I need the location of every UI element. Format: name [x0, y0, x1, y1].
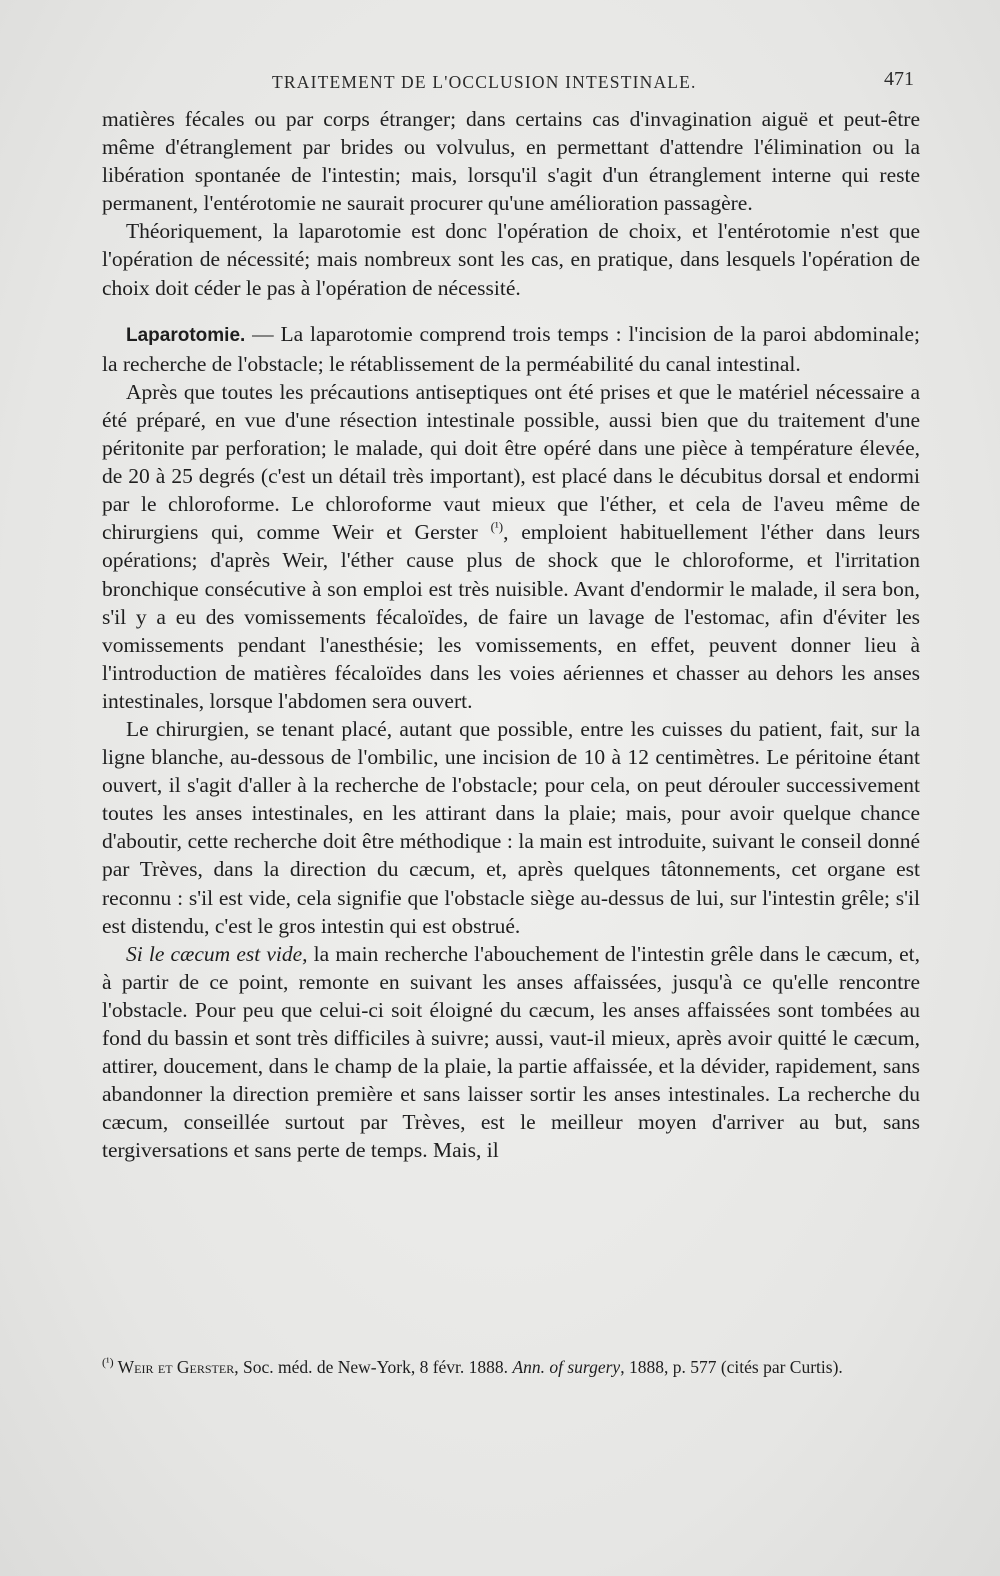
section-heading: Laparotomie. [126, 324, 246, 346]
paragraph-laparotomie [102, 320, 920, 378]
paragraph-3-text: — La laparotomie comprend trois temps : l'incision de la paroi abdominale; la recherche de l'obstacle; le rétablissement de la perméabilité du canal intestinal. [102, 321, 920, 376]
running-head [100, 66, 922, 96]
running-title: TRAITEMENT DE L'OCCLUSION INTESTINALE. [272, 72, 697, 92]
paragraph-1: matières fécales ou par corps étranger; dans certains cas d'invagination aiguë et peut-être même d'étranglement par brides ou volvulus, en permettant d'attendre l'élimination ou la libération spontanée de l'intestin; mais, lorsqu'il s'agit d'un étranglement interne qui reste permanent, l'entérotomie ne saurait procurer qu'une amélioration passagère. [102, 107, 920, 216]
paragraph-6 [102, 940, 920, 1165]
paragraph-6-text: la main recherche l'abouchement de l'intestin grêle dans le cæcum, et, à partir de ce point, remonte en suivant les anses affaissées, jusqu'à ce qu'elle rencontre l'obstacle. Pour peu que celui-ci soit éloigné du cæcum, les anses affaissées sont tombées au fond du bassin et sont très difficiles à suivre; aussi, vaut-il mieux, après avoir quitté le cæcum, attirer, doucement, dans le champ de la plaie, la partie affaissée, et la dévider, rapidement, sans abandonner la direction première et sans laisser sortir les anses intestinales. La recherche du cæcum, conseillée surtout par Trèves, est le meilleur moyen d'arriver au but, sans tergiversations et sans perte de temps. Mais, il [102, 941, 920, 1163]
footnote [102, 1354, 920, 1380]
footnote-reference: (¹) [490, 519, 504, 535]
paragraph-4-part-b: , emploient habituellement l'éther dans leurs opérations; d'après Weir, l'éther cause plus de shock que le chloroforme, et l'irritation bronchique consécutive à son emploi est très nuisible. Avant d'endormir le malade, il sera bon, s'il y a eu des vomissements fécaloïdes, de faire un lavage de l'estomac, afin d'éviter les vomissements pendant l'anesthésie; les vomissements, en effet, peuvent donner lieu à l'introduction de matières fécaloïdes dans les voies aériennes et chasser au dehors les anses intestinales, lorsque l'abdomen sera ouvert. [102, 520, 920, 713]
italic-lead: Si le cæcum est vide, [126, 941, 308, 966]
footnote-mark: (¹) [102, 1355, 114, 1370]
paragraph-5: Le chirurgien, se tenant placé, autant que possible, entre les cuisses du patient, fait, sur la ligne blanche, au-dessous de l'ombilic, une incision de 10 à 12 centimètres. Le péritoine étant ouvert, il s'agit d'aller à la recherche de l'obstacle; pour cela, on peut dérouler successivement toutes les anses intestinales, en les attirant dans la plaie; mais, pour avoir quelque chance d'aboutir, cette recherche doit être méthodique : la main est introduite, suivant le conseil donné par Trèves, dans la direction du cæcum, et, après quelques tâtonnements, cet organe est reconnu : s'il est vide, cela signifie que l'obstacle siège au-dessus de lui, sur l'intestin grêle; s'il est distendu, c'est le gros intestin qui est obstrué. [102, 716, 920, 938]
paragraph-4 [102, 378, 920, 715]
footnote-authors: Weir et Gerster [113, 1357, 235, 1377]
page-number: 471 [884, 68, 914, 90]
footnote-text-a: , Soc. méd. de New-York, 8 févr. 1888. [234, 1357, 513, 1377]
footnote-journal: Ann. of surgery [512, 1357, 621, 1377]
paragraph-2: Théoriquement, la laparotomie est donc l'opération de choix, et l'entérotomie n'est que l'opération de nécessité; mais nombreux sont les cas, en pratique, dans lesquels l'opération de choix doit céder le pas à l'opération de nécessité. [102, 219, 920, 300]
paragraph-4-part-a: Après que toutes les précautions antiseptiques ont été prises et que le matériel nécessaire a été préparé, en vue d'une résection intestinale possible, aussi bien que du traitement d'une péritonite par perforation; le malade, qui doit être opéré dans une pièce à température élevée, de 20 à 25 degrés (c'est un détail très important), est placé dans le décubitus dorsal et endormi par le chloroforme. Le chloroforme vaut mieux que l'éther, et cela de l'aveu même de chirurgiens qui, comme Weir et Gerster [102, 379, 920, 545]
footnote-text-b: , 1888, p. 577 (cités par Curtis). [620, 1357, 843, 1377]
body-text [102, 105, 920, 1164]
